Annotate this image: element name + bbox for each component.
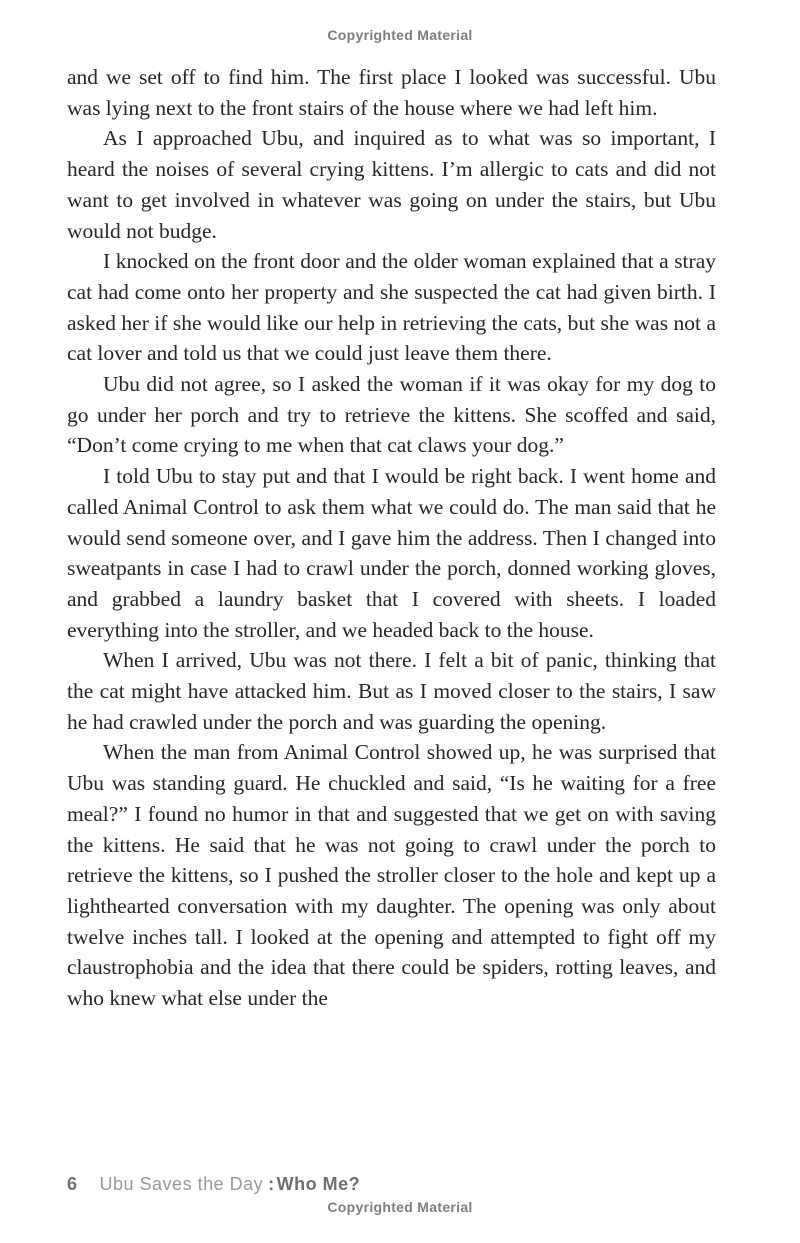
book-title: Ubu Saves the Day <box>99 1174 264 1194</box>
chapter-title: Who Me? <box>276 1174 361 1194</box>
paragraph: and we set off to find him. The first place I looked was successful. Ubu was lying next to the front stairs of the house where we had left him. <box>67 65 716 120</box>
page-footer <box>67 1174 360 1195</box>
paragraph: Ubu did not agree, so I asked the woman if it was okay for my dog to go under her porch and try to retrieve the kittens. She scoffed and said, “Don’t come crying to me when that cat claws your dog.” <box>67 372 716 458</box>
page-body <box>67 62 716 1014</box>
paragraph: When the man from Animal Control showed up, he was surprised that Ubu was standing guard. He chuckled and said, “Is he waiting for a free meal?” I found no humor in that and suggested that we get on with saving the kittens. He said that he was not going to crawl under the porch to retrieve the kittens, so I pushed the stroller closer to the hole and kept up a lighthearted conversation with my daughter. The opening was only about twelve inches tall. I looked at the opening and attempted to fight off my claustrophobia and the idea that there could be spiders, rotting leaves, and who knew what else under the <box>67 740 716 1011</box>
paragraph: When I arrived, Ubu was not there. I felt a bit of panic, thinking that the cat might have attacked him. But as I moved closer to the stairs, I saw he had crawled under the porch and was guarding the opening. <box>67 648 716 734</box>
paragraph: As I approached Ubu, and inquired as to what was so important, I heard the noises of several crying kittens. I’m allergic to cats and did not want to get involved in whatever was going on under the stairs, but Ubu would not budge. <box>67 126 716 243</box>
page-number: 6 <box>67 1174 78 1194</box>
copyright-notice-top: Copyrighted Material <box>327 27 473 43</box>
copyright-notice-bottom: Copyrighted Material <box>327 1199 473 1215</box>
paragraph: I told Ubu to stay put and that I would be right back. I went home and called Animal Control to ask them what we could do. The man said that he would send someone over, and I gave him the address. Then I changed into sweatpants in case I had to crawl under the porch, donned working gloves, and grabbed a laundry basket that I covered with sheets. I loaded everything into the stroller, and we headed back to the house. <box>67 464 716 642</box>
paragraph: I knocked on the front door and the older woman explained that a stray cat had come onto her property and she suspected the cat had given birth. I asked her if she would like our help in retrieving the cats, but she was not a cat lover and told us that we could just leave them there. <box>67 249 716 366</box>
footer-separator: : <box>268 1174 275 1194</box>
